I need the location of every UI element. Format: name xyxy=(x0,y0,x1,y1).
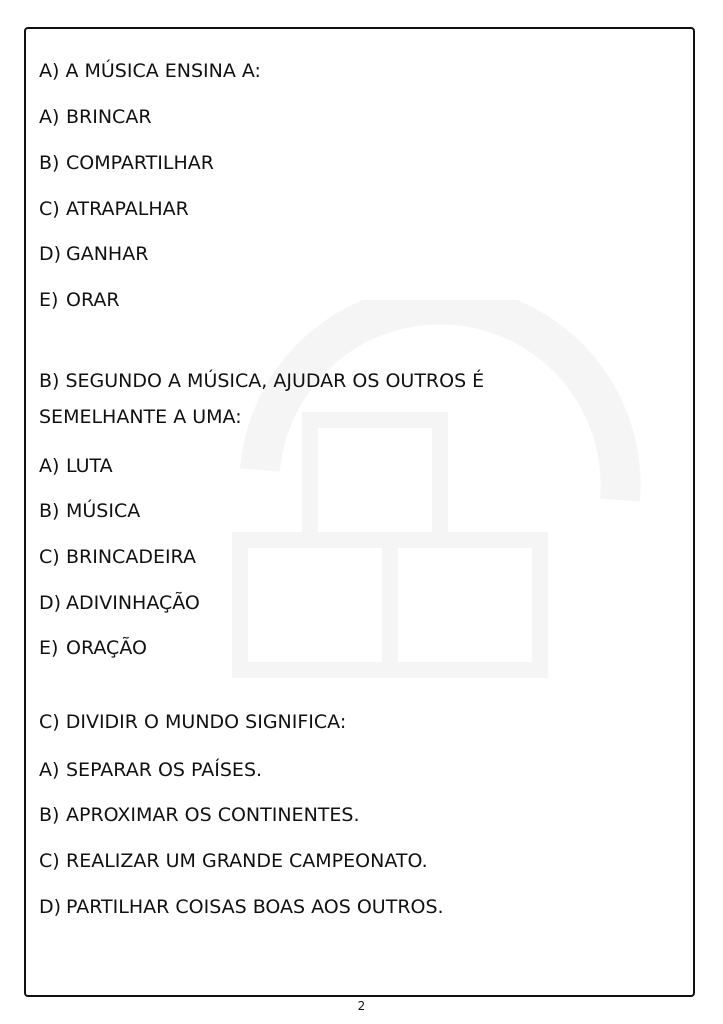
question-a-option-a[interactable] xyxy=(39,105,152,129)
option-text: GANHAR xyxy=(66,243,149,265)
option-text: ORAR xyxy=(66,289,120,311)
option-letter: D) xyxy=(39,896,62,918)
option-text: BRINCAR xyxy=(66,106,152,128)
option-text: ATRAPALHAR xyxy=(66,198,189,220)
option-letter: A) xyxy=(39,455,60,477)
page-number: 2 xyxy=(357,999,366,1013)
question-c-option-c[interactable] xyxy=(39,849,428,873)
option-text: ORAÇÃO xyxy=(66,637,147,659)
question-b-option-d[interactable] xyxy=(39,591,200,615)
option-text: APROXIMAR OS CONTINENTES. xyxy=(66,804,360,826)
option-letter: A) xyxy=(39,759,60,781)
option-letter: D) xyxy=(39,592,62,614)
question-a-option-c[interactable] xyxy=(39,197,189,221)
option-text: BRINCADEIRA xyxy=(66,546,196,568)
question-c-option-b[interactable] xyxy=(39,803,360,827)
question-b-option-c[interactable] xyxy=(39,545,196,569)
question-b-option-b[interactable] xyxy=(39,499,140,523)
question-c-option-d[interactable] xyxy=(39,895,444,919)
option-letter: C) xyxy=(39,198,60,220)
option-letter: B) xyxy=(39,804,60,826)
option-letter: D) xyxy=(39,243,62,265)
question-c-option-a[interactable] xyxy=(39,758,262,782)
option-letter: C) xyxy=(39,546,60,568)
question-b-title-line2: SEMELHANTE A UMA: xyxy=(39,406,242,428)
option-text: PARTILHAR COISAS BOAS AOS OUTROS. xyxy=(66,896,444,918)
option-text: COMPARTILHAR xyxy=(66,152,214,174)
option-letter: B) xyxy=(39,152,60,174)
question-b-option-a[interactable] xyxy=(39,454,113,478)
option-text: ADIVINHAÇÃO xyxy=(66,592,200,614)
option-letter: C) xyxy=(39,850,60,872)
option-letter: E) xyxy=(39,289,59,311)
option-text: SEPARAR OS PAÍSES. xyxy=(66,759,263,781)
option-letter: B) xyxy=(39,500,60,522)
option-text: LUTA xyxy=(66,455,113,477)
option-text: REALIZAR UM GRANDE CAMPEONATO. xyxy=(66,850,428,872)
option-letter: A) xyxy=(39,106,60,128)
question-b-title-line1: B) SEGUNDO A MÚSICA, AJUDAR OS OUTROS É xyxy=(39,370,485,392)
option-letter: E) xyxy=(39,637,59,659)
option-text: MÚSICA xyxy=(66,500,141,522)
question-c-title: C) DIVIDIR O MUNDO SIGNIFICA: xyxy=(39,711,347,733)
question-a-option-d[interactable] xyxy=(39,242,148,266)
question-a-option-b[interactable] xyxy=(39,151,214,175)
question-a-title: A) A MÚSICA ENSINA A: xyxy=(39,60,261,82)
question-a-option-e[interactable] xyxy=(39,288,120,312)
question-b-option-e[interactable] xyxy=(39,636,147,660)
